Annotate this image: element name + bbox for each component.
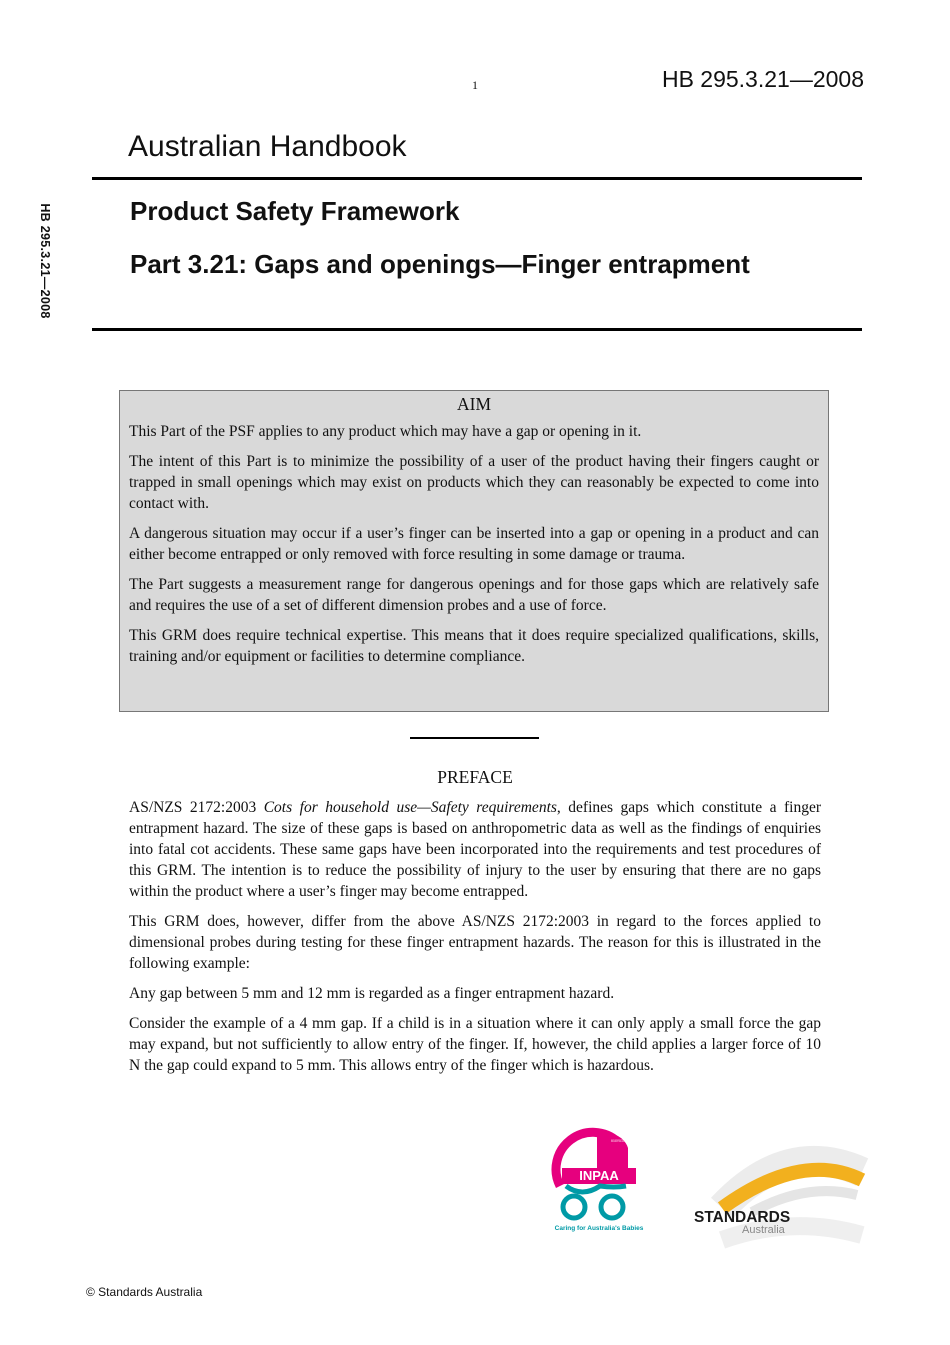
aim-paragraph: This Part of the PSF applies to any product which may have a gap or opening in it. xyxy=(129,423,642,440)
inpaa-association-name: INFANT & NURSERY PRODUCTS ASSOCIATION OF AUSTRALIA xyxy=(611,1139,634,1143)
side-document-id xyxy=(30,190,60,332)
top-rule xyxy=(92,177,862,180)
inpaa-name: INPAA xyxy=(579,1168,619,1183)
inpaa-logo xyxy=(552,1126,642,1236)
preface-paragraph: Any gap between 5 mm and 12 mm is regarded as a finger entrapment hazard. xyxy=(129,985,615,1002)
aim-paragraph: A dangerous situation may occur if a user’s finger can be inserted into a gap or opening in a product and can either become entrapped or only removed with force resulting in some damage or trauma. xyxy=(129,525,819,563)
standards-australia-logo xyxy=(692,1120,870,1300)
bottom-rule xyxy=(92,328,862,331)
side-document-id-text: HB 295.3.21—2008 xyxy=(38,203,52,319)
preface-paragraph-text: , defines gaps which constitute a finger entrapment hazard. The size of these gaps is based on anthropometric data as well as the findings of enquiries into fatal cot accidents. These same gaps have been incorporated into the requirements and test procedures of this GRM. The intention is to reduce the possibility of injury to the user by ensuring that there are no gaps within the product where a user’s finger may become entrapped. xyxy=(129,799,821,900)
preface-paragraph: This GRM does, however, differ from the above AS/NZS 2172:2003 in regard to the forces applied to dimensional probes during testing for these finger entrapment hazards. The reason for this is illustrated in the following example: xyxy=(129,913,821,972)
aim-box xyxy=(119,390,829,712)
aim-paragraph: This GRM does require technical expertise. This means that it does require specialized qualifications, skills, training and/or equipment or facilities to determine compliance. xyxy=(129,627,819,665)
document-title: Product Safety Framework xyxy=(130,196,460,226)
part-title: Part 3.21: Gaps and openings—Finger entrapment xyxy=(130,249,750,279)
copyright-footer: © Standards Australia xyxy=(86,1285,203,1299)
aim-paragraph: The Part suggests a measurement range for dangerous openings and for those gaps which are relatively safe and requires the use of a set of different dimension probes and a use of force. xyxy=(129,576,819,614)
preface-paragraph: Consider the example of a 4 mm gap. If a child is in a situation where it can only apply a small force the gap may expand, but not sufficiently to allow entry of the finger. If, however, the child applies a larger force of 10 N the gap could expand to 5 mm. This allows entry of the finger which is hazardous. xyxy=(129,1015,821,1074)
section-divider xyxy=(410,737,539,739)
standards-sub: Australia xyxy=(742,1224,785,1236)
standard-reference: AS/NZS 2172:2003 xyxy=(129,799,264,816)
inpaa-tagline: Caring for Australia's Babies xyxy=(554,1225,644,1232)
preface-body xyxy=(129,797,821,1085)
preface-paragraph xyxy=(129,797,821,902)
standard-title: Cots for household use—Safety requirements xyxy=(263,799,557,816)
page-number: 1 xyxy=(472,78,478,92)
preface-heading: PREFACE xyxy=(437,767,513,787)
aim-heading: AIM xyxy=(456,394,492,414)
handbook-series-title: Australian Handbook xyxy=(128,130,407,163)
standards-name: STANDARDS xyxy=(694,1209,791,1226)
aim-paragraph: The intent of this Part is to minimize the possibility of a user of the product having their fingers caught or trapped in small openings which may exist on products which they can reasonably be expected to come into contact with. xyxy=(129,453,819,512)
document-id: HB 295.3.21—2008 xyxy=(661,66,864,92)
